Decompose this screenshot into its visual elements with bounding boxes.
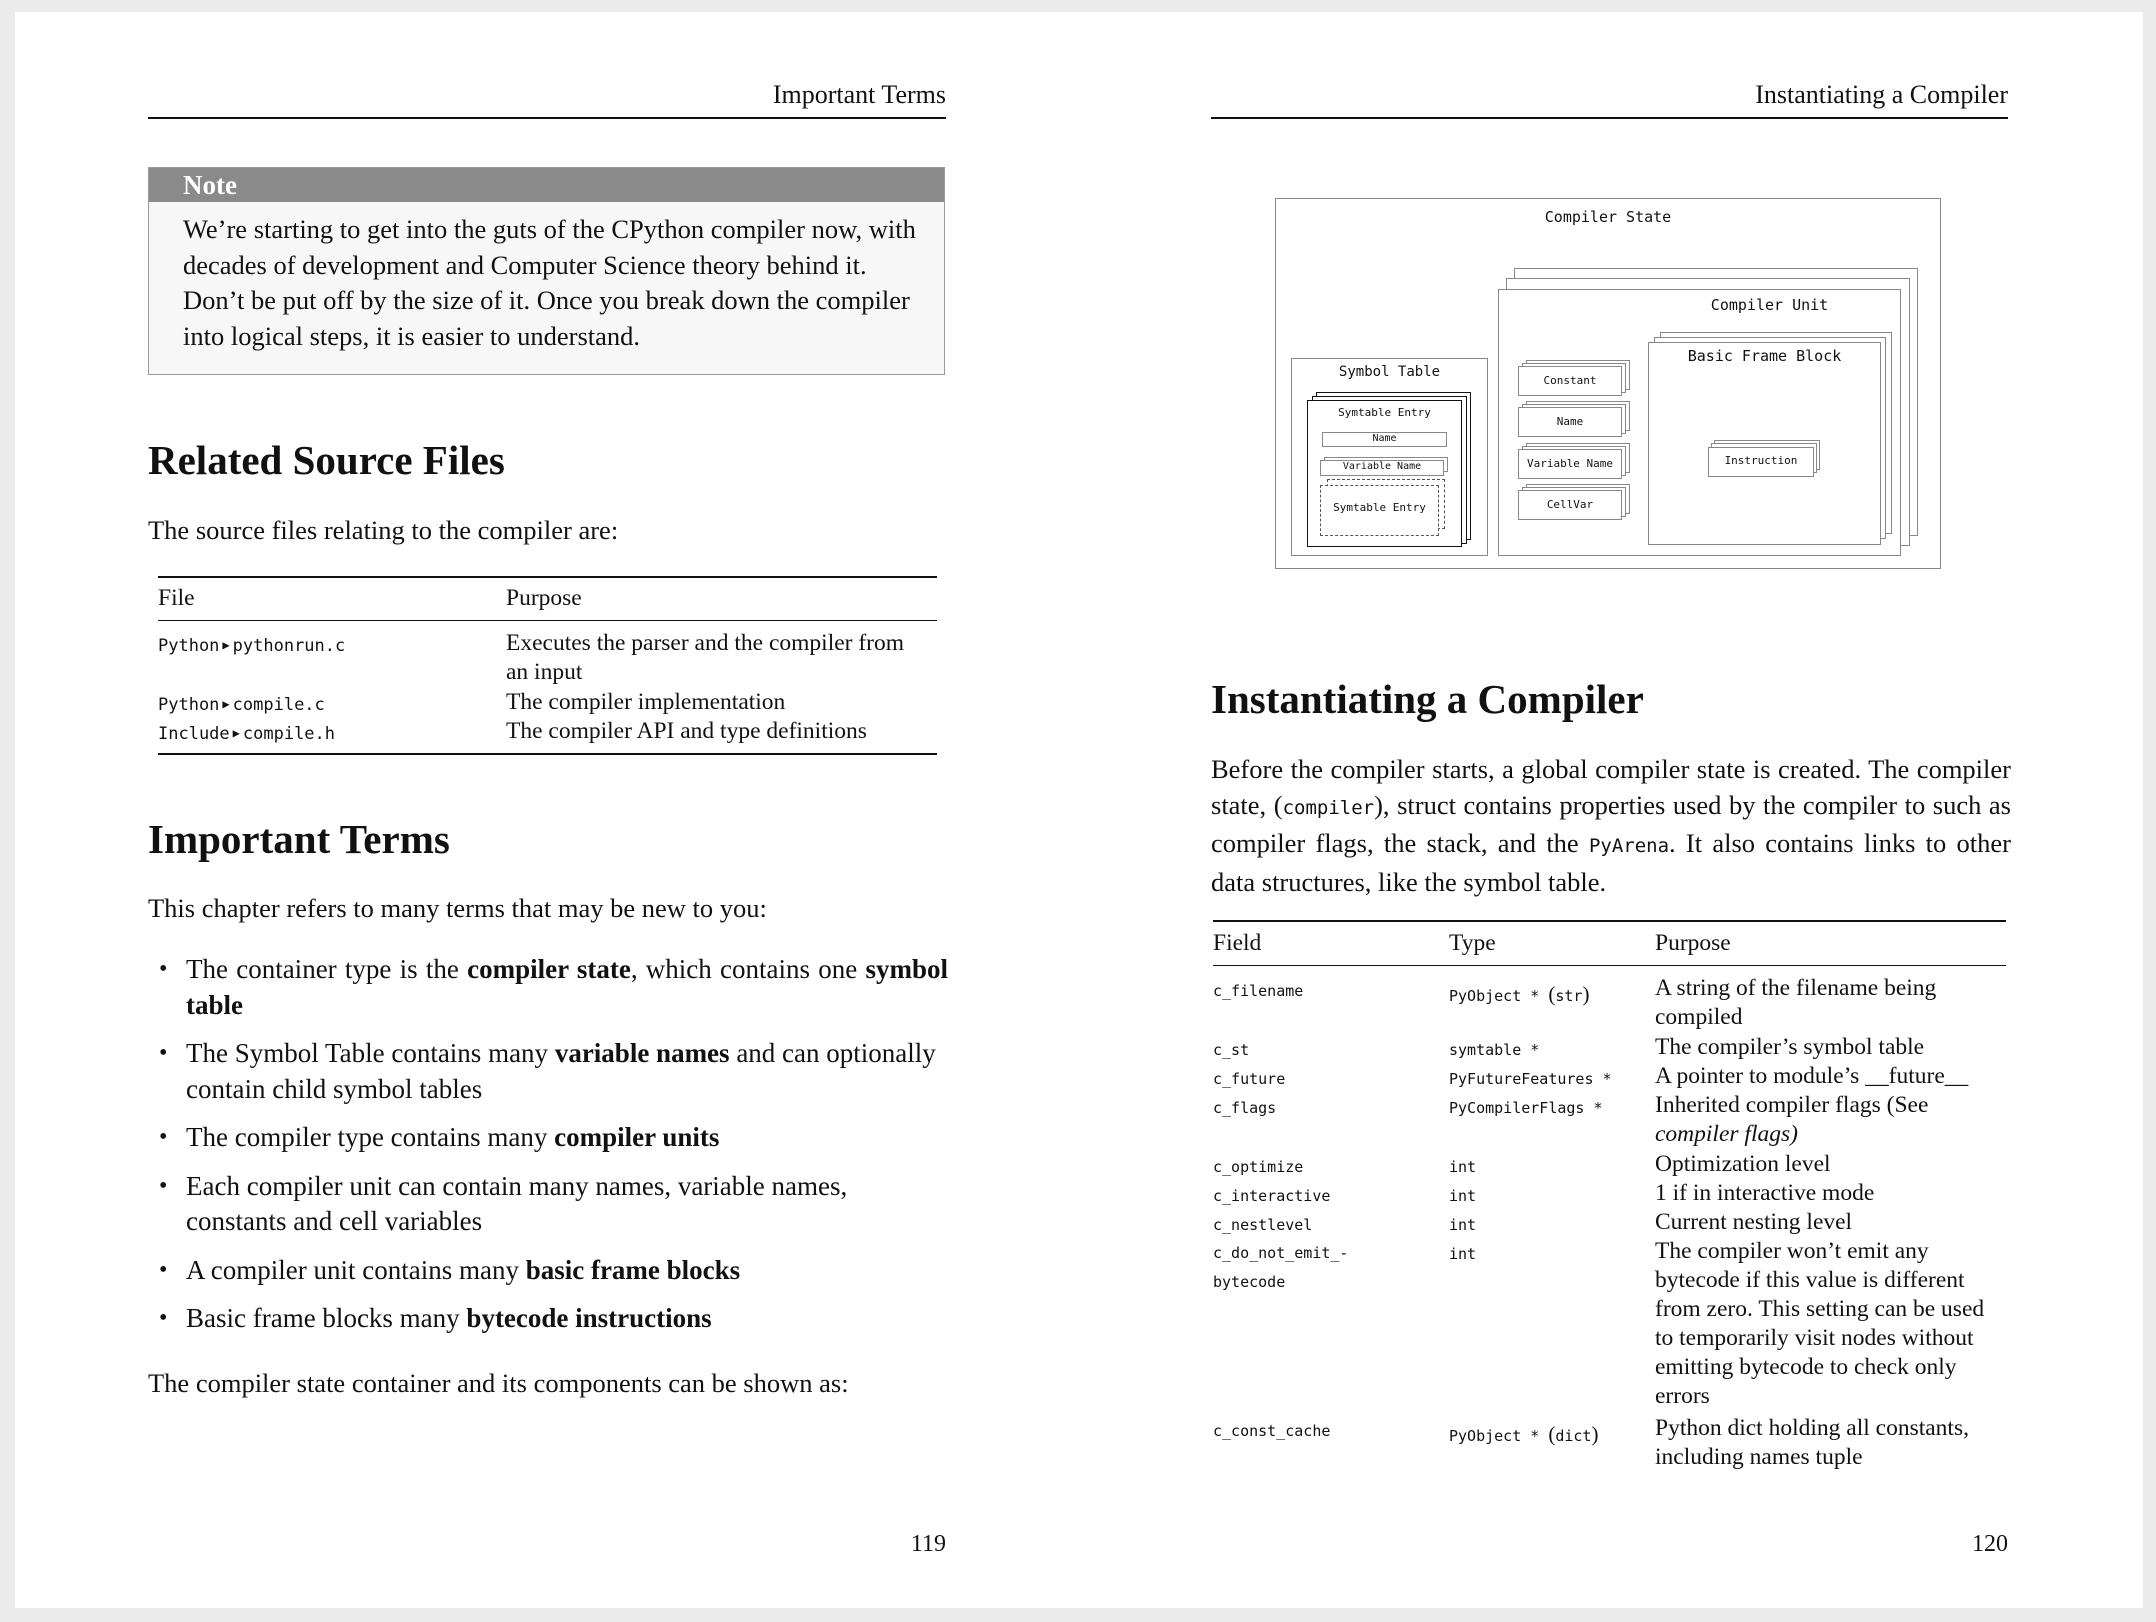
- text: and can optionally contain child symbol tables: [186, 1038, 936, 1104]
- table-bottom-rule: [158, 753, 937, 755]
- purpose-line: compiled: [1655, 1004, 1743, 1030]
- item-box: [1518, 407, 1622, 437]
- list-item: [148, 1169, 948, 1240]
- type-text: PyObject *: [1449, 1427, 1540, 1445]
- diagram-label-variable-name: Variable Name: [1342, 461, 1422, 472]
- column-header-file: File: [158, 585, 195, 611]
- table-row-file-path: [158, 695, 325, 715]
- diagram-label-name: Name: [1372, 433, 1397, 444]
- note-body: We’re starting to get into the guts of the CPython compiler now, with decades of development and Computer Science theory behind it. Don’t be put off by the size of it. Once you break down the compiler into logical steps, it is easier to understand.: [183, 214, 916, 351]
- item-label: Name: [1556, 415, 1584, 428]
- purpose-line: Inherited compiler flags (See: [1655, 1092, 1929, 1118]
- text: A compiler unit contains many: [186, 1254, 526, 1285]
- bold-term: bytecode instructions: [466, 1303, 712, 1333]
- purpose-line: to temporarily visit nodes without: [1655, 1325, 1974, 1351]
- column-header-type: Type: [1449, 930, 1496, 956]
- table-header-rule: [158, 620, 937, 621]
- inline-code: PyArena: [1588, 835, 1670, 857]
- field-purpose: [1655, 1237, 1984, 1411]
- field-line: c_do_not_emit_-: [1213, 1244, 1349, 1262]
- field-type: PyObject * (str): [1449, 982, 1590, 1006]
- field-type: PyFutureFeatures *: [1449, 1070, 1612, 1088]
- field-name: c_nestlevel: [1213, 1216, 1313, 1234]
- field-name: [1213, 1239, 1348, 1297]
- note-title: Note: [183, 170, 237, 200]
- diagram-label-symbol-table: Symbol Table: [1338, 364, 1441, 380]
- type-paren: str: [1555, 987, 1583, 1005]
- dir-name: Python: [158, 695, 220, 715]
- table-header-rule: [1213, 965, 2006, 966]
- file-name: compile.h: [242, 724, 336, 744]
- page-number-left: 119: [910, 1531, 946, 1557]
- text: The compiler type contains many: [186, 1122, 555, 1152]
- text: ), struct contains properties used by the compiler to such as compiler flags, the stack, and the: [1211, 789, 2011, 858]
- purpose-line: an input: [506, 659, 583, 685]
- dir-name: Python: [158, 636, 220, 656]
- text: . It also contains links to other data structures, like the symbol table.: [1211, 828, 2011, 897]
- field-purpose: The compiler’s symbol table: [1655, 1034, 1925, 1060]
- list-item: [148, 1120, 948, 1156]
- field-type: PyObject * (dict): [1449, 1422, 1599, 1446]
- path-arrow-icon: ▶: [222, 697, 230, 711]
- table-row-file-path: [158, 636, 345, 656]
- field-type: PyCompilerFlags *: [1449, 1099, 1603, 1117]
- text: Basic frame blocks many: [186, 1303, 467, 1333]
- running-header-right: Instantiating a Compiler: [1755, 80, 2008, 109]
- field-purpose: [1655, 1091, 1928, 1149]
- item-label: CellVar: [1546, 498, 1594, 511]
- purpose-line: errors: [1655, 1383, 1710, 1409]
- text: Each compiler unit can contain many names, variable names, constants and cell variables: [186, 1170, 848, 1236]
- bold-term: compiler units: [554, 1122, 720, 1152]
- purpose-line[interactable]: compiler flags): [1655, 1121, 1798, 1147]
- list-item: [148, 1301, 948, 1337]
- st-name-box: [1322, 432, 1447, 447]
- list-item: [148, 1036, 948, 1107]
- column-header-purpose: Purpose: [1655, 930, 1731, 956]
- field-type: symtable *: [1449, 1041, 1540, 1059]
- important-terms-intro: This chapter refers to many terms that may be new to you:: [148, 893, 767, 923]
- field-purpose: 1 if in interactive mode: [1655, 1180, 1875, 1206]
- field-name: c_interactive: [1213, 1187, 1331, 1205]
- purpose-line: bytecode if this value is different: [1655, 1267, 1965, 1293]
- field-type: int: [1449, 1187, 1477, 1205]
- field-type: int: [1449, 1245, 1477, 1263]
- field-purpose: [1655, 1414, 1969, 1472]
- purpose-line: including names tuple: [1655, 1444, 1863, 1470]
- field-purpose: [1655, 974, 1936, 1032]
- list-item: [148, 952, 948, 1023]
- table-row-file-path: [158, 724, 335, 744]
- heading-important-terms: Important Terms: [148, 816, 450, 862]
- purpose-line: A string of the filename being: [1655, 975, 1937, 1001]
- path-arrow-icon: ▶: [222, 638, 230, 652]
- field-type: int: [1449, 1158, 1477, 1176]
- table-top-rule: [158, 576, 937, 578]
- column-header-field: Field: [1213, 930, 1262, 956]
- header-rule-right: [1211, 117, 2008, 119]
- page-number-right: 120: [1972, 1531, 2008, 1557]
- bold-term: symbol table: [186, 954, 949, 1020]
- item-label: Variable Name: [1526, 457, 1614, 470]
- inline-code: compiler: [1282, 796, 1375, 819]
- important-terms-outro: The compiler state container and its components can be shown as:: [148, 1368, 849, 1398]
- field-name: c_optimize: [1213, 1158, 1304, 1176]
- purpose-line: from zero. This setting can be used: [1655, 1296, 1985, 1322]
- heading-instantiating-compiler: Instantiating a Compiler: [1211, 676, 1644, 722]
- type-text: PyObject *: [1449, 987, 1540, 1005]
- field-purpose: Current nesting level: [1655, 1209, 1853, 1235]
- column-header-purpose: Purpose: [506, 585, 582, 611]
- file-name: compile.c: [232, 695, 325, 715]
- diagram-label-child-symtable-entry: Symtable Entry: [1333, 501, 1426, 514]
- item-box: [1518, 366, 1622, 396]
- field-line: bytecode: [1213, 1273, 1286, 1291]
- diagram-label-basic-frame-block: Basic Frame Block: [1687, 347, 1842, 365]
- purpose-line: emitting bytecode to check only: [1655, 1354, 1957, 1380]
- diagram-label-symtable-entry: Symtable Entry: [1338, 406, 1431, 419]
- field-purpose: A pointer to module’s __future__: [1655, 1063, 1969, 1089]
- table-row-purpose: [506, 629, 936, 687]
- running-header-left: Important Terms: [772, 80, 946, 109]
- text: , which contains one: [630, 954, 866, 984]
- field-name: c_flags: [1213, 1099, 1277, 1117]
- text: Before the compiler starts, a global compiler state is created. The compiler state, (: [1211, 754, 2011, 820]
- field-name: c_st: [1213, 1041, 1250, 1059]
- list-item: [148, 1253, 948, 1289]
- table-row-purpose: The compiler implementation: [506, 689, 786, 715]
- bold-term: compiler state: [467, 954, 631, 984]
- note-callout: [148, 167, 945, 375]
- note-title-bar: [149, 168, 944, 202]
- purpose-line: The compiler won’t emit any: [1655, 1238, 1929, 1264]
- path-arrow-icon: ▶: [232, 726, 240, 740]
- related-source-intro: The source files relating to the compiler are:: [148, 515, 619, 545]
- table-top-rule: [1213, 920, 2006, 922]
- table-row-purpose: The compiler API and type definitions: [506, 718, 867, 744]
- field-purpose: Optimization level: [1655, 1151, 1831, 1177]
- dir-name: Include: [158, 724, 230, 744]
- text: The Symbol Table contains many: [186, 1038, 555, 1068]
- item-box: [1518, 490, 1622, 520]
- child-symtable-entry-box: [1320, 485, 1439, 536]
- purpose-line: Executes the parser and the compiler from: [506, 630, 905, 656]
- instruction-box: [1708, 447, 1814, 477]
- text: The container type is the: [186, 954, 468, 984]
- item-box: [1518, 449, 1622, 479]
- type-paren: dict: [1555, 1427, 1592, 1445]
- diagram-label-instruction: Instruction: [1724, 454, 1798, 467]
- header-rule-left: [148, 117, 946, 119]
- heading-related-source-files: Related Source Files: [148, 437, 505, 483]
- field-name: c_future: [1213, 1070, 1286, 1088]
- purpose-line: Python dict holding all constants,: [1655, 1415, 1969, 1441]
- field-name: c_filename: [1213, 982, 1304, 1000]
- terms-list: [148, 952, 948, 1350]
- bold-term: variable names: [554, 1038, 730, 1068]
- diagram-label-compiler-unit: Compiler Unit: [1710, 296, 1829, 314]
- field-type: int: [1449, 1216, 1477, 1234]
- instantiating-paragraph: [1211, 752, 2011, 900]
- bold-term: basic frame blocks: [525, 1254, 741, 1285]
- diagram-label-compiler-state: Compiler State: [1544, 208, 1672, 226]
- st-variable-name-box: [1320, 460, 1444, 476]
- file-name: pythonrun.c: [232, 636, 346, 656]
- field-name: c_const_cache: [1213, 1422, 1331, 1440]
- item-label: Constant: [1543, 374, 1597, 387]
